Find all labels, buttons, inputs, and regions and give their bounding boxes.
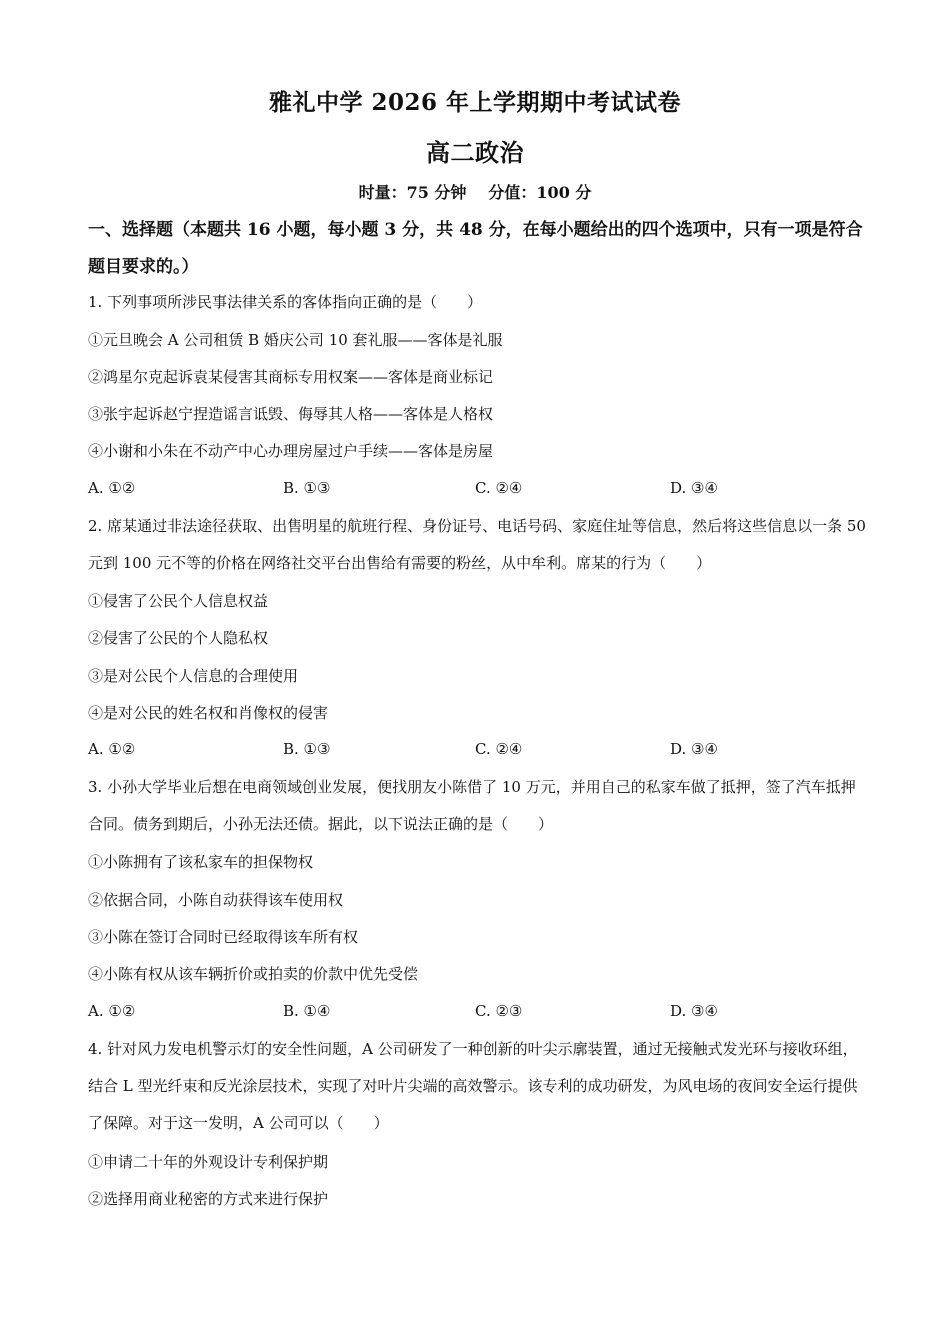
question-3-item-3: ③小陈在签订合同时已经取得该车所有权: [88, 928, 359, 946]
question-2-option-a: A. ①②: [88, 740, 136, 758]
question-3-item-1: ①小陈拥有了该私家车的担保物权: [88, 853, 314, 871]
question-2-option-b: B. ①③: [283, 740, 331, 758]
question-4-item-1: ①申请二十年的外观设计专利保护期: [88, 1153, 329, 1171]
question-1-stem: 1. 下列事项所涉民事法律关系的客体指向正确的是（ ）: [88, 293, 483, 311]
question-4-stem: 4. 针对风力发电机警示灯的安全性问题，A 公司研发了一种创新的叶尖示廓装置，通过无接触式发光环与接收环组，结合 L 型光纤束和反光涂层技术，实现了对叶片尖端的高效警示。该专利的成功研发，为风电场的夜间安全运行提供了保障。对于这一发明，A 公司可以（ ）: [88, 1040, 858, 1132]
question-1-item-4: ④小谢和小朱在不动产中心办理房屋过户手续——客体是房屋: [88, 442, 494, 460]
question-1-item-1: ①元旦晚会 A 公司租赁 B 婚庆公司 10 套礼服——客体是礼服: [88, 331, 503, 349]
question-3-option-c: C. ②③: [475, 1002, 523, 1020]
question-2-item-4: ④是对公民的姓名权和肖像权的侵害: [88, 704, 329, 722]
question-2-item-1: ①侵害了公民个人信息权益: [88, 592, 269, 610]
total-score: 分值：100 分: [488, 183, 592, 202]
question-1-option-c: C. ②④: [475, 479, 523, 497]
question-2-item-2: ②侵害了公民的个人隐私权: [88, 629, 269, 647]
question-3-option-a: A. ①②: [88, 1002, 136, 1020]
question-3-options: [88, 1002, 868, 1022]
exam-meta: [0, 180, 950, 203]
question-3-stem: 3. 小孙大学毕业后想在电商领域创业发展，便找朋友小陈借了 10 万元，并用自己的私家车做了抵押，签了汽车抵押合同。债务到期后，小孙无法还债。据此，以下说法正确的是（ ）: [88, 778, 856, 833]
subject-title: 高二政治: [426, 138, 524, 167]
question-2-stem: 2. 席某通过非法途径获取、出售明星的航班行程、身份证号、电话号码、家庭住址等信息，然后将这些信息以一条 50 元到 100 元不等的价格在网络社交平台出售给有需要的粉丝，从中牟利。席某的行为（ ）: [88, 517, 866, 572]
time-limit: 时量：75 分钟: [358, 183, 467, 202]
question-4-item-2: ②选择用商业秘密的方式来进行保护: [88, 1190, 329, 1208]
question-3-item-2: ②依据合同，小陈自动获得该车使用权: [88, 891, 344, 909]
section-heading: 一、选择题（本题共 16 小题，每小题 3 分，共 48 分，在每小题给出的四个选项中，只有一项是符合题目要求的。）: [88, 220, 863, 277]
question-2-options: [88, 740, 868, 760]
question-2-option-c: C. ②④: [475, 740, 523, 758]
question-3-option-d: D. ③④: [670, 1002, 718, 1020]
exam-title: 雅礼中学 2026 年上学期期中考试试卷: [268, 89, 682, 116]
question-1-option-a: A. ①②: [88, 479, 136, 497]
question-2-option-d: D. ③④: [670, 740, 718, 758]
question-1-item-2: ②鸿星尔克起诉袁某侵害其商标专用权案——客体是商业标记: [88, 368, 494, 386]
question-3-option-b: B. ①④: [283, 1002, 331, 1020]
question-3-item-4: ④小陈有权从该车辆折价或拍卖的价款中优先受偿: [88, 965, 419, 983]
question-2-item-3: ③是对公民个人信息的合理使用: [88, 667, 299, 685]
question-1-option-b: B. ①③: [283, 479, 331, 497]
question-1-option-d: D. ③④: [670, 479, 718, 497]
question-1-options: [88, 479, 868, 499]
question-1-item-3: ③张宇起诉赵宁捏造谣言诋毁、侮辱其人格——客体是人格权: [88, 405, 494, 423]
